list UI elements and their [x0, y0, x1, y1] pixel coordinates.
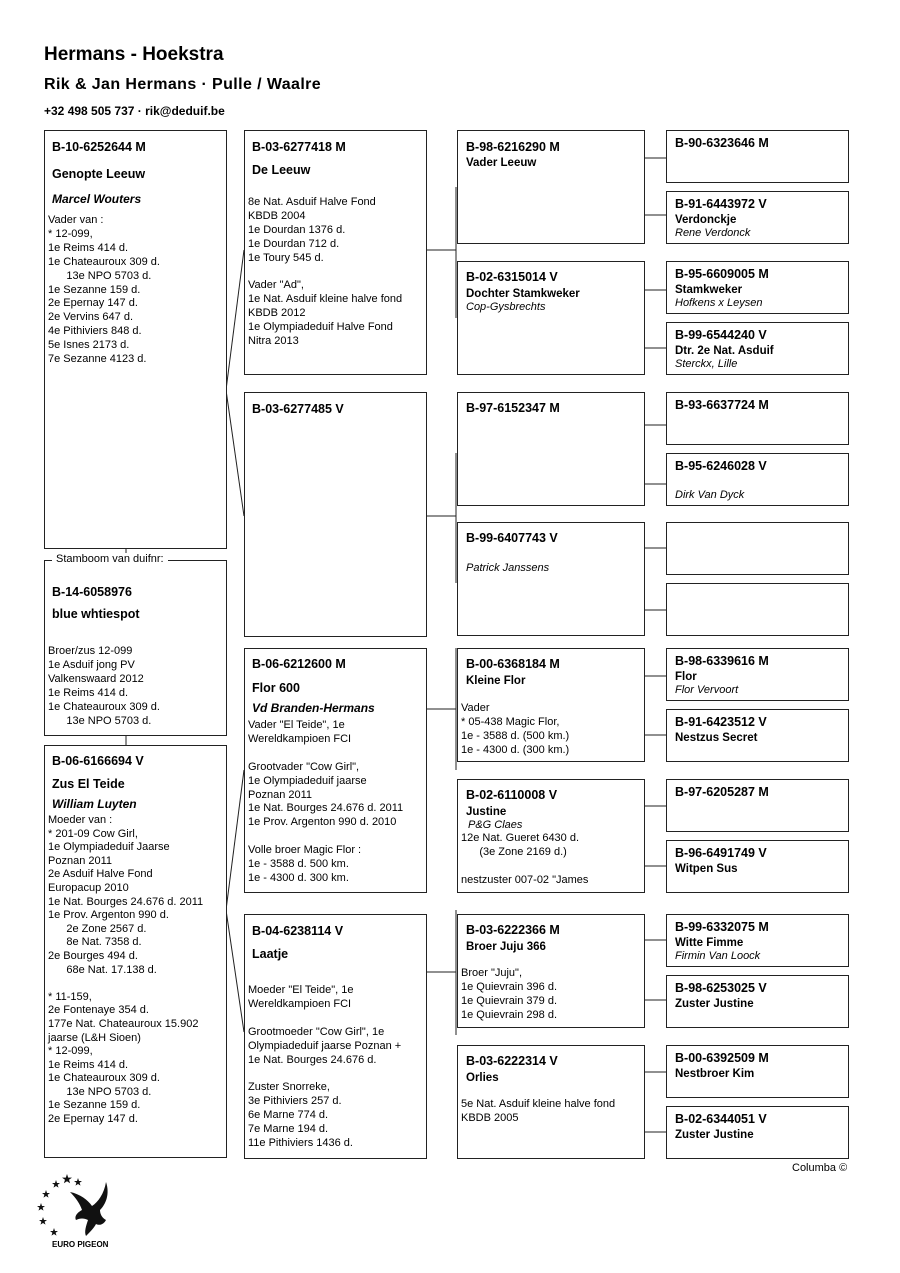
pigeon-name: Kleine Flor: [466, 675, 526, 687]
pigeon-name: Flor: [675, 671, 697, 683]
pigeon-name: Verdonckje: [675, 214, 737, 226]
ring-number: B-03-6277418 M: [252, 140, 346, 154]
breeder-name: Flor Vervoort: [675, 684, 739, 696]
pedigree-legend: Stamboom van duifnr:: [52, 553, 168, 565]
g4-box[interactable]: [666, 840, 849, 893]
g4-box[interactable]: [666, 392, 849, 445]
pigeon-name: Orlies: [466, 1072, 499, 1084]
ring-number: B-95-6246028 V: [675, 459, 767, 473]
ring-number: B-06-6212600 M: [252, 657, 346, 671]
g4-box[interactable]: [666, 914, 849, 967]
breeder-name: P&G Claes: [468, 819, 523, 831]
ffm-box[interactable]: [457, 261, 645, 375]
ring-number: B-02-6344051 V: [675, 1112, 767, 1126]
mother-mother-box[interactable]: [244, 914, 427, 1159]
pigeon-name: Nestbroer Kim: [675, 1068, 755, 1080]
ring-number: B-00-6368184 M: [466, 657, 560, 671]
ring-number: B-99-6407743 V: [466, 531, 558, 545]
breeder-name: Patrick Janssens: [466, 562, 550, 574]
breeder-name: Vd Branden-Hermans: [252, 701, 375, 715]
pigeon-notes: 8e Nat. Asduif Halve Fond KBDB 2004 1e Dourdan 1376 d. 1e Dourdan 712 d. 1e Toury 545 d. Vader "Ad", 1e Nat. Asduif kleine halve fond KBDB 2012 1e Olympiadeduif Halve Fond Nitra 2013: [248, 196, 403, 348]
ring-number: B-02-6315014 V: [466, 270, 558, 284]
ring-number: B-97-6152347 M: [466, 401, 560, 415]
breeder-name: William Luyten: [52, 797, 137, 811]
breeder-name: Dirk Van Dyck: [675, 489, 745, 501]
g4-box[interactable]: [666, 648, 849, 701]
pigeon-notes: Moeder "El Teide", 1e Wereldkampioen FCI Grootmoeder "Cow Girl", 1e Olympiadeduif jaarse Poznan + 1e Nat. Bourges 24.676 d. Zuster Snorreke, 3e Pithiviers 257 d. 6e Marne 774 d. 7e Marne 194 d. 11e Pithiviers 1436 d.: [248, 984, 402, 1149]
pigeon-name: Zus El Teide: [52, 777, 125, 791]
g4-box[interactable]: [666, 261, 849, 314]
pigeon-notes: Vader van : * 12-099, 1e Reims 414 d. 1e Chateauroux 309 d. 13e NPO 5703 d. 1e Sezanne 159 d. 2e Epernay 147 d. 2e Vervins 647 d. 4e Pithiviers 848 d. 5e Isnes 2173 d. 7e Sezanne 4123 d.: [48, 214, 160, 366]
subject-box[interactable]: [44, 560, 227, 736]
g4-box-empty[interactable]: [666, 583, 849, 636]
pigeon-name: blue whtiespot: [52, 607, 140, 621]
ring-number: B-98-6339616 M: [675, 654, 769, 668]
g4-box[interactable]: [666, 709, 849, 762]
father-father-box[interactable]: [244, 130, 427, 375]
mff-box[interactable]: [457, 648, 645, 762]
mmf-box[interactable]: [457, 914, 645, 1028]
pigeon-notes: Moeder van : * 201-09 Cow Girl, 1e Olympiadeduif Jaarse Poznan 2011 2e Asduif Halve Fond Europacup 2010 1e Nat. Bourges 24.676 d. 2011 1e Prov. Argenton 990 d. 2e Zone 2567 d. 8e Nat. 7358 d. 2e Bourges 494 d. 68e Nat. 17.138 d. * 11-159, 2e Fontenaye 354 d. 177e Nat. Chateauroux 15.902 jaarse (L&H Sioen) * 12-099, 1e Reims 414 d. 1e Chateauroux 309 d. 13e NPO 5703 d. 1e Sezanne 159 d. 2e Epernay 147 d.: [48, 814, 204, 1126]
ring-number: B-03-6222366 M: [466, 923, 560, 937]
g4-box[interactable]: [666, 130, 849, 183]
ring-number: B-14-6058976: [52, 585, 132, 599]
ring-number: B-98-6253025 V: [675, 981, 767, 995]
breeder-name: Hofkens x Leysen: [675, 297, 763, 309]
fmf-box[interactable]: [457, 392, 645, 506]
g4-box[interactable]: [666, 191, 849, 244]
ring-number: B-93-6637724 M: [675, 398, 769, 412]
mmm-box[interactable]: [457, 1045, 645, 1159]
pigeon-notes: 12e Nat. Gueret 6430 d. (3e Zone 2169 d.) nestzuster 007-02 "James: [461, 832, 589, 886]
pigeon-notes: 5e Nat. Asduif kleine halve fond KBDB 2005: [461, 1098, 616, 1124]
fff-box[interactable]: [457, 130, 645, 244]
pigeon-name: Witpen Sus: [675, 863, 738, 875]
ring-number: B-10-6252644 M: [52, 140, 146, 154]
ring-number: B-90-6323646 M: [675, 136, 769, 150]
pigeon-name: Witte Fimme: [675, 937, 744, 949]
software-credit: Columba ©: [792, 1162, 848, 1174]
pigeon-name: Genopte Leeuw: [52, 167, 146, 181]
breeder-name: Rene Verdonck: [675, 227, 751, 239]
ring-number: B-91-6423512 V: [675, 715, 767, 729]
g4-box[interactable]: [666, 975, 849, 1028]
pigeon-name: Stamkweker: [675, 284, 743, 296]
pigeon-name: Flor 600: [252, 681, 300, 695]
owner-line: Rik & Jan Hermans · Pulle / Waalre: [44, 76, 322, 93]
g4-box[interactable]: [666, 453, 849, 506]
pigeon-name: Vader Leeuw: [466, 157, 537, 169]
pigeon-name: Dochter Stamkweker: [466, 288, 580, 300]
pigeon-name: Laatje: [252, 947, 289, 961]
pigeon-name: Nestzus Secret: [675, 732, 758, 744]
pigeon-name: De Leeuw: [252, 163, 311, 177]
ring-number: B-99-6544240 V: [675, 328, 767, 342]
ring-number: B-96-6491749 V: [675, 846, 767, 860]
mother-box[interactable]: [44, 745, 227, 1158]
g4-box[interactable]: [666, 1106, 849, 1159]
g4-box-empty[interactable]: [666, 522, 849, 575]
breeder-name: Sterckx, Lille: [675, 358, 738, 370]
ring-number: B-95-6609005 M: [675, 267, 769, 281]
breeder-name: Cop-Gysbrechts: [466, 301, 546, 313]
g4-box[interactable]: [666, 322, 849, 375]
ring-number: B-06-6166694 V: [52, 754, 144, 768]
pigeon-name: Broer Juju 366: [466, 941, 546, 953]
father-box[interactable]: [44, 130, 227, 549]
pigeon-name: Justine: [466, 806, 507, 818]
ring-number: B-02-6110008 V: [466, 788, 558, 802]
g4-box[interactable]: [666, 779, 849, 832]
ring-number: B-00-6392509 M: [675, 1051, 769, 1065]
ring-number: B-04-6238114 V: [252, 924, 344, 938]
father-mother-box[interactable]: [244, 392, 427, 637]
pigeon-notes: Vader "El Teide", 1e Wereldkampioen FCI Grootvader "Cow Girl", 1e Olympiadeduif jaarse Poznan 2011 1e Nat. Bourges 24.676 d. 2011 1e Prov. Argenton 990 d. 2010 Volle broer Magic Flor : 1e - 3588 d. 500 km. 1e - 4300 d. 300 km.: [248, 719, 404, 884]
breeder-name: Firmin Van Loock: [675, 950, 761, 962]
ring-number: B-03-6222314 V: [466, 1054, 558, 1068]
pigeon-name: Zuster Justine: [675, 1129, 754, 1141]
breeder-name: Marcel Wouters: [52, 192, 142, 206]
logo-text: EURO PIGEON: [52, 1240, 109, 1249]
pigeon-name: Zuster Justine: [675, 998, 754, 1010]
mfm-box[interactable]: [457, 779, 645, 893]
g4-box[interactable]: [666, 1045, 849, 1098]
fmm-box[interactable]: [457, 522, 645, 636]
ring-number: B-97-6205287 M: [675, 785, 769, 799]
ring-number: B-98-6216290 M: [466, 140, 560, 154]
ring-number: B-99-6332075 M: [675, 920, 769, 934]
ring-number: B-03-6277485 V: [252, 402, 344, 416]
ring-number: B-91-6443972 V: [675, 197, 767, 211]
pigeon-notes: Broer/zus 12-099 1e Asduif jong PV Valkenswaard 2012 1e Reims 414 d. 1e Chateauroux 309 d. 13e NPO 5703 d.: [48, 645, 160, 727]
pigeon-notes: Broer "Juju", 1e Quievrain 396 d. 1e Quievrain 379 d. 1e Quievrain 298 d.: [461, 967, 558, 1021]
page-title: Hermans - Hoekstra: [44, 44, 224, 65]
mother-father-box[interactable]: [244, 648, 427, 893]
pigeon-notes: Vader * 05-438 Magic Flor, 1e - 3588 d. (500 km.) 1e - 4300 d. (300 km.): [461, 702, 570, 756]
pigeon-name: Dtr. 2e Nat. Asduif: [675, 345, 774, 357]
contact-line: +32 498 505 737 · rik@deduif.be: [44, 104, 225, 118]
